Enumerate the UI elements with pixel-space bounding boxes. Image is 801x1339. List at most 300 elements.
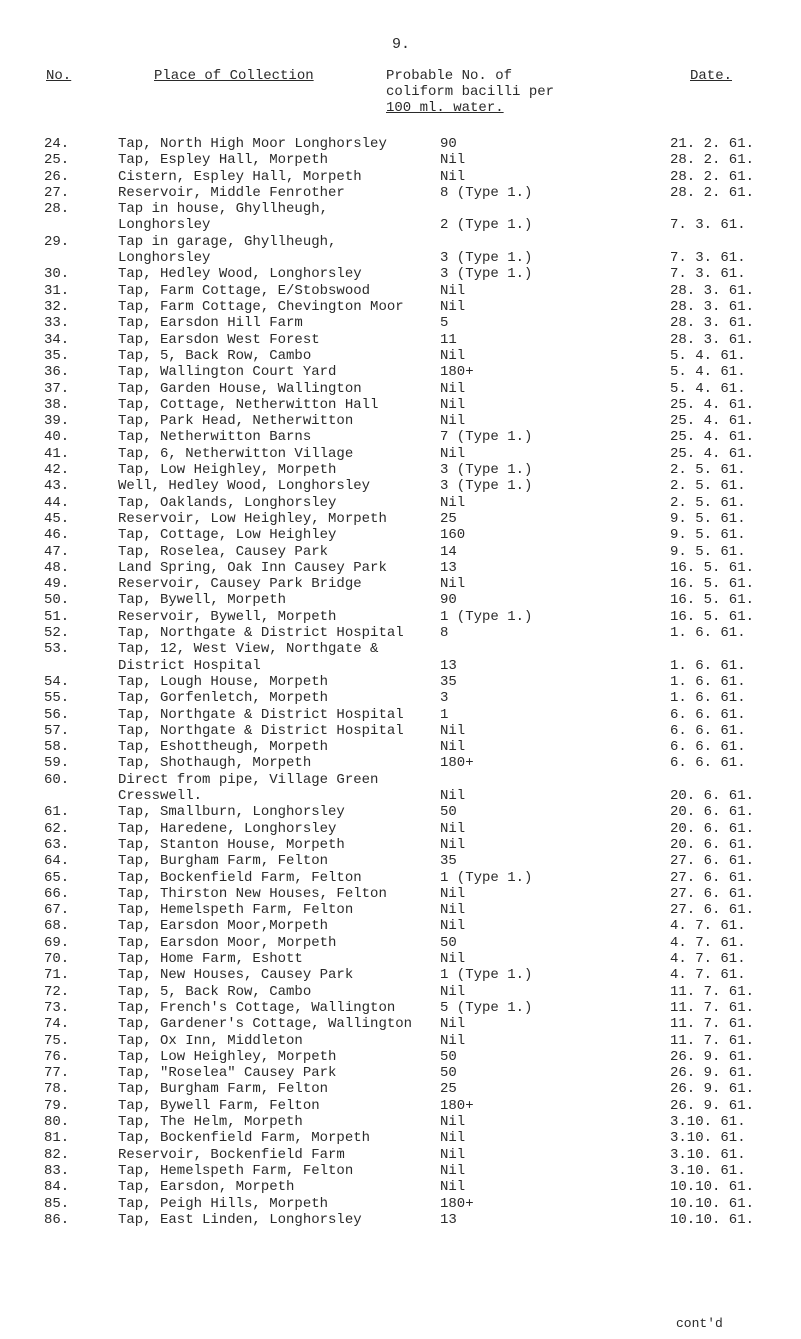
table-row [0,1115,801,1131]
sample-date: 28. 2. 61. [670,184,755,201]
table-row [0,496,801,512]
coliform-count: Nil [440,282,466,299]
place-of-collection: Tap, 12, West View, Northgate & [118,641,379,658]
page-number: 9. [392,36,411,53]
row-number: 59. [44,755,70,772]
table-row [0,512,801,528]
row-number: 75. [44,1032,70,1049]
sample-date: 26. 9. 61. [670,1048,755,1065]
sample-date: 5. 4. 61. [670,380,746,397]
sample-date: 28. 2. 61. [670,168,755,185]
place-of-collection: Tap, Cottage, Netherwitton Hall [118,396,379,413]
row-number: 39. [44,413,70,430]
row-number: 37. [44,380,70,397]
place-of-collection: Reservoir, Causey Park Bridge [118,576,362,593]
place-of-collection: Direct from pipe, Village Green [118,771,379,788]
sample-date: 20. 6. 61. [670,820,755,837]
coliform-count: Nil [440,902,466,919]
table-row [0,1131,801,1147]
sample-date: 11. 7. 61. [670,1016,755,1033]
coliform-count: Nil [440,168,466,185]
row-number: 43. [44,478,70,495]
table-row [0,479,801,495]
place-of-collection: Tap in garage, Ghyllheugh, [118,233,337,250]
sample-date: 7. 3. 61. [670,266,746,283]
table-row [0,773,801,806]
row-number: 84. [44,1179,70,1196]
sample-date: 1. 6. 61. [670,625,746,641]
row-number: 64. [44,853,70,870]
sample-date: 21. 2. 61. [670,136,755,152]
table-row [0,316,801,332]
row-number: 50. [44,592,70,609]
place-of-collection: Tap, Northgate & District Hospital [118,625,404,641]
coliform-count: Nil [440,299,466,315]
sample-date: 2. 5. 61. [670,494,746,511]
continued-note: cont'd [676,1316,723,1331]
place-of-collection: Land Spring, Oak Inn Causey Park [118,559,387,576]
place-of-collection: Tap, Oaklands, Longhorsley [118,494,337,511]
sample-date: 25. 4. 61. [670,413,755,430]
row-number: 72. [44,983,70,1000]
table-row [0,805,801,821]
table-row [0,382,801,398]
place-of-collection: Tap, 5, Back Row, Cambo [118,347,312,364]
coliform-count: 35 [440,853,457,870]
place-of-collection: Tap, Espley Hall, Morpeth [118,152,329,169]
coliform-count: Nil [440,152,466,169]
table-row [0,153,801,169]
place-of-collection: Tap, Bockenfield Farm, Felton [118,869,362,886]
row-number: 29. [44,233,70,250]
coliform-count: Nil [440,494,466,511]
table-row [0,919,801,935]
table-row [0,936,801,952]
table-row [0,137,801,153]
coliform-count: Nil [440,1114,466,1130]
coliform-count: Nil [440,983,466,1000]
coliform-count: 3 (Type 1.) [440,250,533,267]
table-row [0,1213,801,1229]
coliform-count: 2 (Type 1.) [440,217,533,234]
row-number: 41. [44,445,70,462]
row-number: 78. [44,1081,70,1098]
table-row [0,610,801,626]
row-number: 36. [44,364,70,381]
place-of-collection: Tap, Hemelspeth Farm, Felton [118,902,354,919]
row-number: 53. [44,641,70,658]
row-number: 58. [44,739,70,756]
row-number: 32. [44,299,70,315]
place-of-collection: Tap, East Linden, Longhorsley [118,1211,362,1228]
table-row [0,1034,801,1050]
table-row [0,267,801,283]
sample-date: 26. 9. 61. [670,1081,755,1098]
table-row [0,593,801,609]
table-row [0,333,801,349]
table-row [0,1001,801,1017]
table-row [0,708,801,724]
coliform-count: Nil [440,787,466,804]
sample-date: 28. 3. 61. [670,315,755,332]
coliform-count: Nil [440,1130,466,1147]
coliform-count: 13 [440,1211,457,1228]
place-of-collection: Tap, Cottage, Low Heighley [118,527,337,544]
place-of-collection: Tap, Smallburn, Longhorsley [118,804,345,821]
place-of-collection: Tap, New Houses, Causey Park [118,967,354,984]
coliform-count: 50 [440,1065,457,1082]
coliform-count: Nil [440,1016,466,1033]
row-number: 71. [44,967,70,984]
coliform-count: 7 (Type 1.) [440,429,533,446]
table-row [0,968,801,984]
place-of-collection: Tap, Earsdon Hill Farm [118,315,303,332]
header-probable-line3: 100 ml. water. [386,100,504,116]
row-number: 66. [44,885,70,902]
place-of-collection: Tap, 6, Netherwitton Village [118,445,354,462]
coliform-count: Nil [440,413,466,430]
coliform-count: 25 [440,510,457,527]
sample-date: 4. 7. 61. [670,951,746,967]
place-of-collection: Tap, French's Cottage, Wallington [118,999,396,1016]
row-number: 81. [44,1130,70,1147]
coliform-count: 160 [440,527,466,544]
table-row [0,300,801,316]
table-row [0,952,801,968]
sample-date: 26. 9. 61. [670,1097,755,1114]
row-number: 46. [44,527,70,544]
row-number: 44. [44,494,70,511]
sample-date: 25. 4. 61. [670,429,755,446]
sample-date: 10.10. 61. [670,1211,755,1228]
table-row [0,577,801,593]
place-of-collection: Tap, Garden House, Wallington [118,380,362,397]
row-number: 63. [44,836,70,853]
row-number: 85. [44,1195,70,1212]
sample-date: 4. 7. 61. [670,934,746,951]
place-of-collection: Tap, Northgate & District Hospital [118,722,404,739]
coliform-count: 11 [440,331,457,348]
place-of-collection: Tap, Roselea, Causey Park [118,543,329,560]
header-probable-line1: Probable No. of [386,68,513,84]
place-of-collection: Well, Hedley Wood, Longhorsley [118,478,371,495]
place-of-collection: Tap, Hedley Wood, Longhorsley [118,266,362,283]
row-number: 49. [44,576,70,593]
row-number: 60. [44,771,70,788]
row-number: 47. [44,543,70,560]
row-number: 35. [44,347,70,364]
table-row [0,675,801,691]
sample-date: 28. 3. 61. [670,299,755,315]
sample-date: 16. 5. 61. [670,608,755,625]
sample-date: 28. 3. 61. [670,331,755,348]
place-of-collection: Tap, Gardener's Cottage, Wallington [118,1016,413,1033]
table-row [0,545,801,561]
coliform-count: 13 [440,559,457,576]
row-number: 30. [44,266,70,283]
table-row [0,235,801,268]
row-number: 73. [44,999,70,1016]
row-number: 51. [44,608,70,625]
place-of-collection: Tap, Burgham Farm, Felton [118,853,329,870]
row-number: 54. [44,673,70,690]
place-of-collection: Tap, Peigh Hills, Morpeth [118,1195,329,1212]
row-number: 25. [44,152,70,169]
row-number: 82. [44,1146,70,1163]
place-of-collection: Reservoir, Bockenfield Farm [118,1146,345,1163]
sample-date: 6. 6. 61. [670,755,746,772]
header-no: No. [46,68,72,84]
coliform-count: 3 (Type 1.) [440,462,533,478]
place-of-collection: Tap, Earsdon West Forest [118,331,320,348]
sample-date: 3.10. 61. [670,1162,746,1179]
sample-date: 27. 6. 61. [670,853,755,870]
row-number: 56. [44,706,70,723]
place-of-collection: Tap in house, Ghyllheugh, [118,201,329,218]
coliform-count: 90 [440,592,457,609]
place-of-collection: Tap, "Roselea" Causey Park [118,1065,337,1082]
sample-date: 9. 5. 61. [670,510,746,527]
table-row [0,414,801,430]
coliform-count: 5 [440,315,449,332]
row-number: 38. [44,396,70,413]
row-number: 27. [44,184,70,201]
coliform-count: Nil [440,396,466,413]
sample-date: 26. 9. 61. [670,1065,755,1082]
row-number: 80. [44,1114,70,1130]
table-row [0,561,801,577]
sample-date: 20. 6. 61. [670,787,755,804]
table-row [0,1180,801,1196]
table-row [0,691,801,707]
place-of-collection: Tap, Stanton House, Morpeth [118,836,345,853]
row-number: 42. [44,462,70,478]
table-row [0,1050,801,1066]
place-of-collection: Tap, Lough House, Morpeth [118,673,329,690]
coliform-count: 3 (Type 1.) [440,266,533,283]
place-of-collection: Tap, Low Heighley, Morpeth [118,462,337,478]
place-of-collection: Tap, Northgate & District Hospital [118,706,404,723]
coliform-count: 180+ [440,364,474,381]
sample-date: 7. 3. 61. [670,217,746,234]
table-row [0,1164,801,1180]
row-number: 28. [44,201,70,218]
row-number: 57. [44,722,70,739]
row-number: 33. [44,315,70,332]
row-number: 26. [44,168,70,185]
place-of-collection: Tap, Bywell Farm, Felton [118,1097,320,1114]
sample-date: 27. 6. 61. [670,869,755,886]
row-number: 31. [44,282,70,299]
coliform-count: 13 [440,657,457,674]
sample-date: 1. 6. 61. [670,673,746,690]
sample-date: 10.10. 61. [670,1179,755,1196]
place-of-collection: Tap, Earsdon Moor, Morpeth [118,934,337,951]
table-row [0,1197,801,1213]
place-of-collection-line2: Longhorsley [118,217,211,234]
place-of-collection: Reservoir, Middle Fenrother [118,184,345,201]
place-of-collection: Tap, Home Farm, Eshott [118,951,303,967]
row-number: 69. [44,934,70,951]
sample-date: 5. 4. 61. [670,347,746,364]
place-of-collection: Tap, Earsdon, Morpeth [118,1179,295,1196]
coliform-count: 1 (Type 1.) [440,608,533,625]
place-of-collection: Tap, Eshottheugh, Morpeth [118,739,329,756]
sample-date: 1. 6. 61. [670,690,746,707]
place-of-collection: Tap, The Helm, Morpeth [118,1114,303,1130]
coliform-count: 90 [440,136,457,152]
table-row [0,985,801,1001]
sample-date: 6. 6. 61. [670,722,746,739]
coliform-count: Nil [440,885,466,902]
row-number: 62. [44,820,70,837]
place-of-collection: Tap, Farm Cottage, E/Stobswood [118,282,371,299]
coliform-count: Nil [440,380,466,397]
coliform-count: 8 [440,625,449,641]
place-of-collection: Tap, North High Moor Longhorsley [118,136,387,152]
coliform-count: Nil [440,445,466,462]
place-of-collection: Tap, Shothaugh, Morpeth [118,755,312,772]
coliform-count: Nil [440,347,466,364]
row-number: 24. [44,136,70,152]
row-number: 79. [44,1097,70,1114]
coliform-count: 180+ [440,1097,474,1114]
sample-date: 20. 6. 61. [670,804,755,821]
header-probable-line2: coliform bacilli per [386,84,555,100]
table-row [0,724,801,740]
place-of-collection: Tap, Gorfenletch, Morpeth [118,690,329,707]
place-of-collection-line2: Cresswell. [118,787,203,804]
row-number: 77. [44,1065,70,1082]
table-row [0,903,801,919]
table-row [0,642,801,675]
row-number: 52. [44,625,70,641]
table-row [0,838,801,854]
table-row [0,463,801,479]
table-row [0,871,801,887]
sample-date: 16. 5. 61. [670,592,755,609]
coliform-count: 35 [440,673,457,690]
place-of-collection: Tap, Thirston New Houses, Felton [118,885,387,902]
place-of-collection: Tap, Ox Inn, Middleton [118,1032,303,1049]
coliform-count: Nil [440,1162,466,1179]
row-number: 34. [44,331,70,348]
coliform-count: 180+ [440,755,474,772]
row-number: 67. [44,902,70,919]
coliform-count: Nil [440,1146,466,1163]
coliform-count: 50 [440,1048,457,1065]
sample-date: 28. 3. 61. [670,282,755,299]
sample-date: 4. 7. 61. [670,967,746,984]
table-row [0,740,801,756]
row-number: 74. [44,1016,70,1033]
coliform-count: 3 (Type 1.) [440,478,533,495]
header-probable [386,68,586,116]
sample-date: 10.10. 61. [670,1195,755,1212]
sample-date: 25. 4. 61. [670,445,755,462]
row-number: 48. [44,559,70,576]
place-of-collection: Tap, Earsdon Moor,Morpeth [118,918,329,935]
header-date: Date. [690,68,733,84]
table-row [0,170,801,186]
sample-date: 2. 5. 61. [670,462,746,478]
coliform-count: Nil [440,576,466,593]
place-of-collection: Tap, Low Heighley, Morpeth [118,1048,337,1065]
coliform-count: 1 (Type 1.) [440,967,533,984]
coliform-count: 1 [440,706,449,723]
place-of-collection-line2: District Hospital [118,657,261,674]
table-row [0,1017,801,1033]
place-of-collection: Tap, Farm Cottage, Chevington Moor [118,299,404,315]
coliform-count: 8 (Type 1.) [440,184,533,201]
table-row [0,202,801,235]
table-row [0,1148,801,1164]
sample-date: 20. 6. 61. [670,836,755,853]
coliform-count: 25 [440,1081,457,1098]
sample-date: 3.10. 61. [670,1114,746,1130]
coliform-count: Nil [440,1032,466,1049]
sample-date: 11. 7. 61. [670,983,755,1000]
sample-date: 5. 4. 61. [670,364,746,381]
table-row [0,756,801,772]
sample-date: 16. 5. 61. [670,559,755,576]
sample-date: 6. 6. 61. [670,739,746,756]
row-number: 70. [44,951,70,967]
sample-date: 9. 5. 61. [670,543,746,560]
table-row [0,626,801,642]
place-of-collection: Cistern, Espley Hall, Morpeth [118,168,362,185]
table-row [0,854,801,870]
row-number: 65. [44,869,70,886]
sample-date: 9. 5. 61. [670,527,746,544]
coliform-count: 14 [440,543,457,560]
table-row [0,284,801,300]
sample-date: 7. 3. 61. [670,250,746,267]
coliform-count: Nil [440,722,466,739]
sample-date: 28. 2. 61. [670,152,755,169]
sample-date: 6. 6. 61. [670,706,746,723]
row-number: 61. [44,804,70,821]
sample-date: 27. 6. 61. [670,885,755,902]
table-row [0,398,801,414]
table-row [0,349,801,365]
sample-date: 11. 7. 61. [670,999,755,1016]
coliform-count: 3 [440,690,449,707]
place-of-collection: Reservoir, Bywell, Morpeth [118,608,337,625]
table-row [0,887,801,903]
place-of-collection: Tap, Wallington Court Yard [118,364,337,381]
place-of-collection-line2: Longhorsley [118,250,211,267]
sample-date: 16. 5. 61. [670,576,755,593]
sample-date: 2. 5. 61. [670,478,746,495]
coliform-count: 50 [440,934,457,951]
table-row [0,1066,801,1082]
table-row [0,1082,801,1098]
place-of-collection: Tap, Haredene, Longhorsley [118,820,337,837]
place-of-collection: Reservoir, Low Heighley, Morpeth [118,510,387,527]
row-number: 83. [44,1162,70,1179]
coliform-count: Nil [440,739,466,756]
sample-date: 3.10. 61. [670,1130,746,1147]
coliform-count: Nil [440,836,466,853]
table-row [0,186,801,202]
place-of-collection: Tap, 5, Back Row, Cambo [118,983,312,1000]
sample-date: 25. 4. 61. [670,396,755,413]
sample-date: 4. 7. 61. [670,918,746,935]
sample-date: 27. 6. 61. [670,902,755,919]
place-of-collection: Tap, Bywell, Morpeth [118,592,287,609]
place-of-collection: Tap, Burgham Farm, Felton [118,1081,329,1098]
